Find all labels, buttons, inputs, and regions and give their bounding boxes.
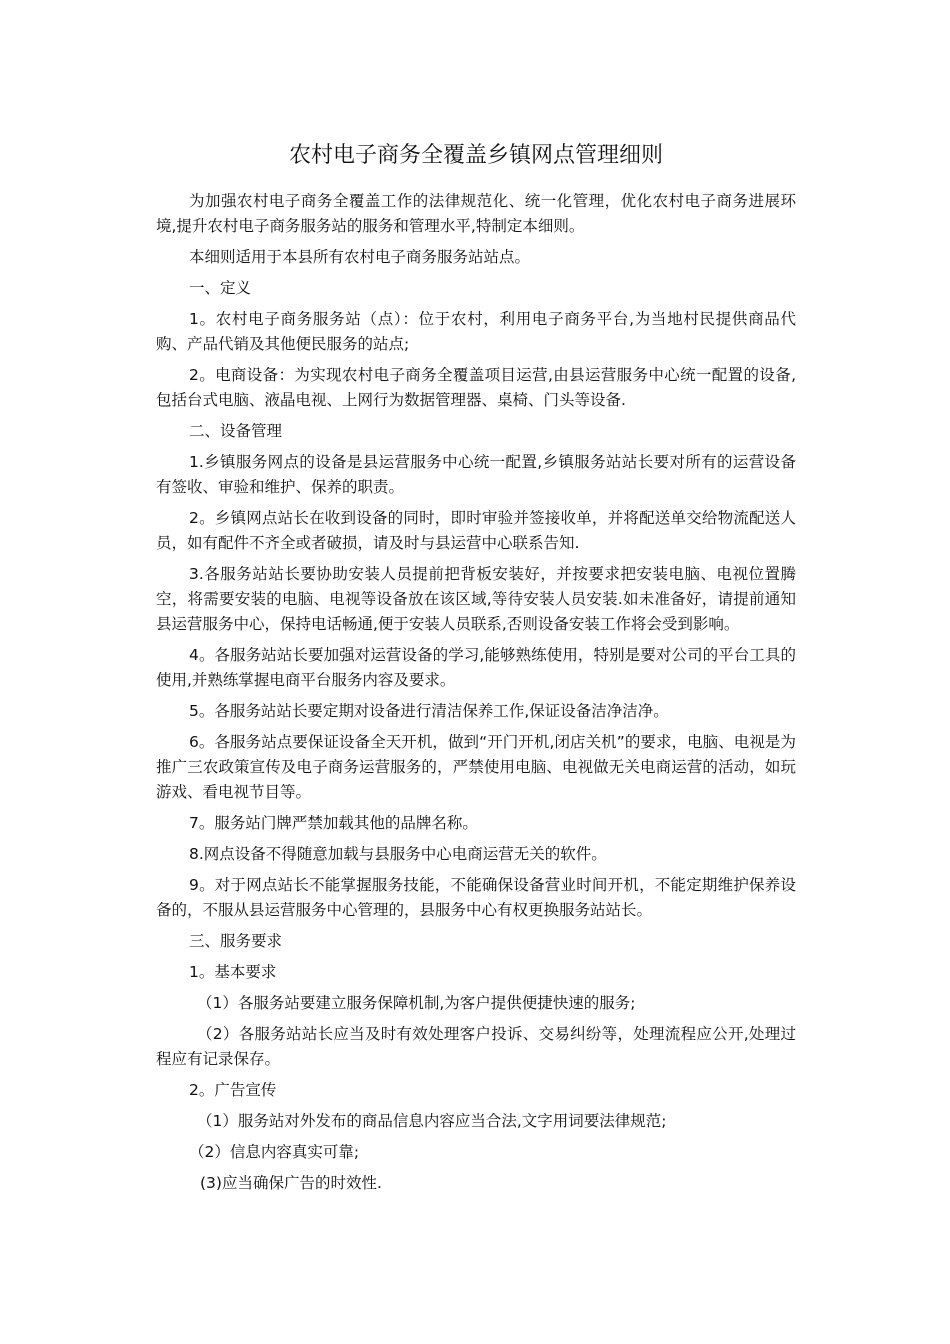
document-page	[156, 138, 796, 1202]
paragraph-equipment-8: 8.网点设备不得随意加载与县服务中心电商运营无关的软件。	[189, 845, 607, 863]
paragraph-scope: 本细则适用于本县所有农村电子商务服务站站点。	[189, 248, 531, 266]
section-heading-service: 三、服务要求	[189, 932, 283, 950]
paragraph-equipment-2: 2。乡镇网点站长在收到设备的同时，即时审验并签接收单，并将配送单交给物流配送人员，如有配件不齐全或者破损，请及时与县运营中心联系告知.	[156, 509, 796, 552]
section-heading-equipment: 二、设备管理	[189, 422, 283, 440]
paragraph-equipment-6: 6。各服务站点要保证设备全天开机，做到“开门开机,闭店关机”的要求，电脑、电视是为推广三农政策宣传及电子商务运营服务的，严禁使用电脑、电视做无关电商运营的活动，如玩游戏、看电视节目等。	[156, 733, 796, 801]
section-heading-definitions: 一、定义	[189, 279, 252, 297]
paragraph-equipment-1: 1.乡镇服务网点的设备是县运营服务中心统一配置,乡镇服务站站长要对所有的运营设备有签收、审验和维护、保养的职责。	[156, 453, 796, 496]
paragraph-equipment-4: 4。各服务站站长要加强对运营设备的学习,能够熟练使用，特别是要对公司的平台工具的使用,并熟练掌握电商平台服务内容及要求。	[156, 646, 796, 689]
paragraph-advertising-1: （1）服务站对外发布的商品信息内容应当合法,文字用词要法律规范;	[197, 1112, 667, 1130]
paragraph-equipment-3: 3.各服务站站长要协助安装人员提前把背板安装好，并按要求把安装电脑、电视位置腾空，将需要安装的电脑、电视等设备放在该区域,等待安装人员安装.如未准备好，请提前通知县运营服务中心，保持电话畅通,便于安装人员联系,否则设备安装工作将会受到影响。	[156, 565, 796, 633]
paragraph-advertising-2: （2）信息内容真实可靠;	[189, 1143, 360, 1161]
paragraph-basic-1: （1）各服务站要建立服务保障机制,为客户提供便捷快速的服务;	[197, 994, 636, 1012]
paragraph-equipment-5: 5。各服务站站长要定期对设备进行清洁保养工作,保证设备洁净洁净。	[189, 702, 669, 720]
paragraph-intro: 为加强农村电子商务全覆盖工作的法律规范化、统一化管理，优化农村电子商务进展环境,提升农村电子商务服务站的服务和管理水平,特制定本细则。	[156, 192, 796, 235]
paragraph-definition-1: 1。农村电子商务服务站（点）：位于农村，利用电子商务平台,为当地村民提供商品代购、产品代销及其他便民服务的站点;	[156, 310, 796, 353]
paragraph-advertising-3: (3)应当确保广告的时效性.	[200, 1174, 382, 1192]
subsection-basic-requirements: 1。基本要求	[189, 963, 277, 981]
subsection-advertising: 2。广告宣传	[189, 1081, 277, 1099]
paragraph-basic-2: （2）各服务站站长应当及时有效处理客户投诉、交易纠纷等，处理流程应公开,处理过程应有记录保存。	[156, 1025, 796, 1068]
paragraph-equipment-9: 9。对于网点站长不能掌握服务技能，不能确保设备营业时间开机，不能定期维护保养设备的，不服从县运营服务中心管理的，县服务中心有权更换服务站站长。	[156, 876, 796, 919]
paragraph-definition-2: 2。电商设备：为实现农村电子商务全覆盖项目运营,由县运营服务中心统一配置的设备,包括台式电脑、液晶电视、上网行为数据管理器、桌椅、门头等设备.	[156, 366, 796, 409]
paragraph-equipment-7: 7。服务站门牌严禁加载其他的品牌名称。	[189, 814, 478, 832]
document-title: 农村电子商务全覆盖乡镇网点管理细则	[288, 143, 663, 168]
